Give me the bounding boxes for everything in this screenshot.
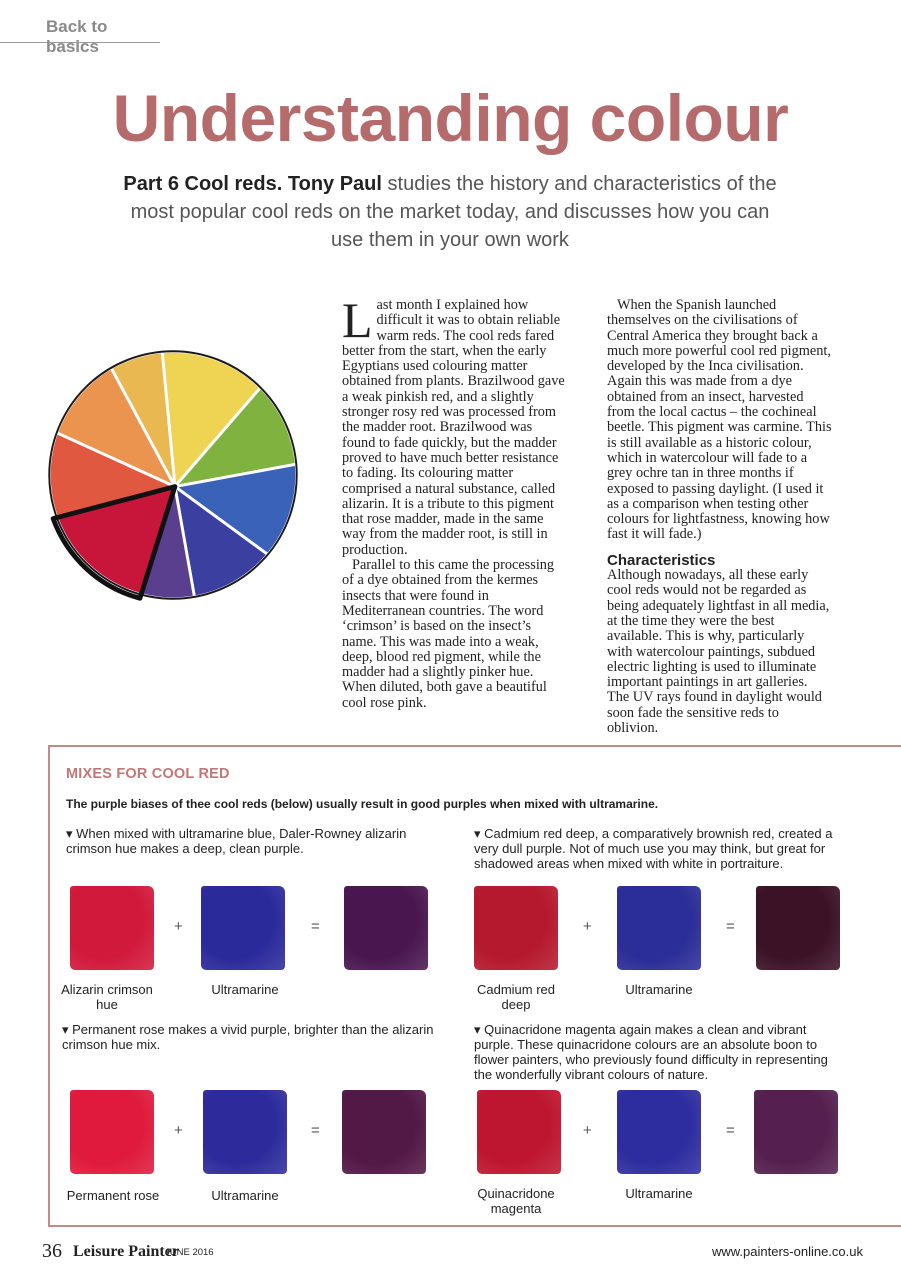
plus-sign: +	[583, 918, 592, 935]
standfirst-author: Tony Paul	[287, 173, 382, 195]
magazine-name: Leisure Painter	[73, 1243, 179, 1260]
colour-wheel	[28, 330, 318, 620]
mix-caption: ▾ Quinacridone magenta again makes a clean and vibrant purple. These quinacridone colours are an absolute boon to flower painters, who previously found difficulty in representing the wonderfully vibrant colours of nature.	[474, 1022, 828, 1082]
swatch-label: Permanent rose	[66, 1188, 160, 1203]
section-tag	[0, 14, 160, 56]
swatch-mix-result	[344, 886, 428, 970]
article-paragraph: Parallel to this came the processing of a dye obtained from the kermes insects that were found in Mediterranean countries. The word ‘crimson’ is based on the insect’s name. This was made into a weak, deep, blood red pigment, while the madder had a slightly pinker hue. When diluted, both gave a beautiful cool rose pink.	[342, 557, 555, 711]
issue-date: JUNE 2016	[165, 1247, 214, 1258]
swatch-mix-result	[756, 886, 840, 970]
page-title: Understanding colour	[112, 81, 789, 155]
swatch-permanent-rose	[70, 1090, 154, 1174]
equals-sign: =	[726, 1122, 735, 1139]
swatch-mix-result	[754, 1090, 838, 1174]
mixes-box-intro: The purple biases of thee cool reds (below) usually result in good purples when mixed with ultramarine.	[66, 797, 659, 811]
swatch-label: Cadmium red deep	[476, 982, 556, 1012]
article-paragraph: Although nowadays, all these early cool reds would not be regarded as being adequately lightfast in all media, at the time they were the best available. This is why, particularly with watercolour paintings, subdued electric lighting is used to illuminate important paintings in art galleries. The UV rays found in daylight would soon fade the sensitive reds to oblivion.	[607, 567, 830, 737]
swatch-mix-result	[342, 1090, 426, 1174]
page-number: 36	[42, 1240, 62, 1262]
standfirst-part: Part 6 Cool reds.	[123, 173, 283, 195]
plus-sign: +	[174, 1122, 183, 1139]
section-label: Back to basics	[46, 17, 108, 56]
equals-sign: =	[726, 918, 735, 935]
mix-caption: ▾ Permanent rose makes a vivid purple, brighter than the alizarin crimson hue mix.	[62, 1022, 434, 1052]
mix-caption: ▾ When mixed with ultramarine blue, Daler-Rowney alizarin crimson hue makes a deep, clean purple.	[66, 826, 407, 856]
plus-sign: +	[583, 1122, 592, 1139]
equals-sign: =	[311, 918, 320, 935]
equals-sign: =	[311, 1122, 320, 1139]
article-column-1	[342, 292, 568, 711]
swatch-quinacridone-magenta	[477, 1090, 561, 1174]
swatch-label: Ultramarine	[625, 1186, 693, 1201]
colour-wheel-segments	[49, 351, 296, 598]
article-paragraph-text: ast month I explained how difficult it was to obtain reliable warm reds. The cool reds fared better from the start, when the early Egyptians used colouring matter obtained from plants. Brazilwood gave a weak pinkish red, and a slightly stronger rosy red was processed from the madder root. Brazilwood was found to fade quickly, but the madder proved to have much better resistance to fading. Its colouring matter comprised a natural substance, called alizarin. It is a tribute to this pigment that rose madder, made in the same way from the madder root, is still in production.	[342, 297, 565, 558]
swatch-label: Ultramarine	[211, 982, 279, 997]
article-column-2	[607, 298, 833, 736]
mix-caption: ▾ Cadmium red deep, a comparatively brownish red, created a very dull purple. Not of much use you may think, but great for shadowed areas when mixed with white in portraiture.	[474, 826, 833, 871]
swatch-ultramarine	[203, 1090, 287, 1174]
subheading-characteristics: Characteristics	[607, 551, 716, 569]
drop-cap: L	[342, 292, 373, 348]
swatch-label: Ultramarine	[211, 1188, 279, 1203]
swatch-alizarin-crimson-hue	[70, 886, 154, 970]
article-paragraph	[342, 292, 568, 558]
article-paragraph: When the Spanish launched themselves on the civilisations of Central America they brought back a much more powerful cool red pigment, developed by the Inca civilisation. Again this was made from a dye obtained from an insect, harvested from the local cactus – the cochineal beetle. This pigment was carmine. This is still available as a historic colour, which in watercolour will fade to a grey ochre tan in three months if exposed to passing daylight. (I used it as a comparison when testing other colours for lightfastness, knowing how fast it will fade.)	[607, 297, 832, 543]
plus-sign: +	[174, 918, 183, 935]
website-link[interactable]: www.painters-online.co.uk	[711, 1244, 863, 1259]
standfirst-text: studies the history and characteristics of the most popular cool reds on the market today, and discusses how you can use them in your own work	[130, 173, 777, 251]
swatch-ultramarine	[201, 886, 285, 970]
swatch-label: Quinacridone magenta	[477, 1186, 555, 1216]
swatch-label: Ultramarine	[625, 982, 693, 997]
swatch-label: Alizarin crimson hue	[61, 982, 153, 1012]
page-footer	[0, 1240, 901, 1270]
standfirst	[120, 170, 780, 254]
mixes-box-title: MIXES FOR COOL RED	[66, 766, 230, 782]
swatch-cadmium-red-deep	[474, 886, 558, 970]
swatch-ultramarine	[617, 886, 701, 970]
swatch-ultramarine	[617, 1090, 701, 1174]
